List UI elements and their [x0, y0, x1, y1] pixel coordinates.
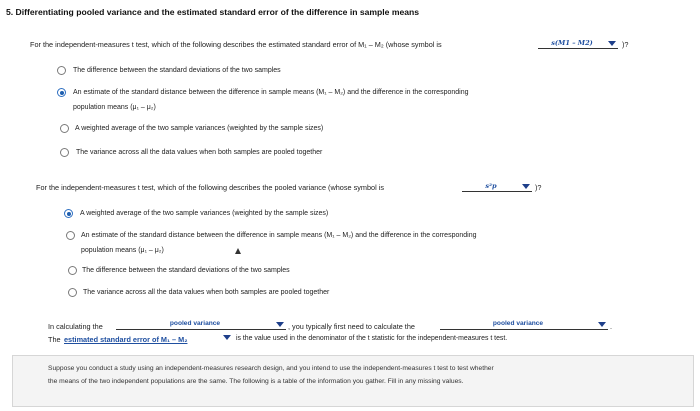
q2-option-3-radio[interactable] [68, 266, 77, 275]
fill-dropdown-2[interactable] [440, 321, 608, 330]
chevron-down-icon [522, 184, 530, 189]
q1-option-4-radio[interactable] [60, 148, 69, 157]
q1-option-2-radio[interactable] [57, 88, 66, 97]
chevron-down-icon [608, 41, 616, 46]
q1-option-3-label: A weighted average of the two sample variances (weighted by the sample sizes) [75, 125, 324, 132]
scenario-panel [12, 355, 694, 407]
q1-option-3-radio[interactable] [60, 124, 69, 133]
q2-option-3-label: The difference between the standard deviations of the two samples [82, 267, 290, 274]
scenario-line-2: the means of the two independent populations are the same. The following is a table of the information you gather. Fill in any missing values. [48, 378, 464, 385]
mouse-cursor-icon [235, 248, 241, 254]
fill-line1-end: . [610, 322, 613, 331]
q2-option-1-radio[interactable] [64, 209, 73, 218]
q2-close: )? [535, 183, 542, 192]
q2-option-1-label: A weighted average of the two sample variances (weighted by the sample sizes) [80, 210, 329, 217]
fill-line2-end: is the value used in the denominator of the t statistic for the independent-measures t test. [236, 335, 508, 342]
q2-symbol-value: s²p [485, 182, 497, 190]
fill-term-link[interactable]: estimated standard error of M₁ – M₂ [64, 335, 188, 344]
q2-option-4-radio[interactable] [68, 288, 77, 297]
fill-line1-start: In calculating the [48, 322, 103, 331]
fill-line1-middle: , you typically first need to calculate the [288, 322, 415, 331]
q2-symbol-dropdown[interactable] [462, 183, 532, 192]
question-title: 5. Differentiating pooled variance and the estimated standard error of the difference in sample means [6, 7, 420, 17]
fill-dropdown-2-value: pooled variance [492, 320, 544, 327]
q1-symbol-value: s(M1 – M2) [551, 39, 593, 47]
fill-line2-start: The [48, 335, 61, 344]
q1-option-4-label: The variance across all the data values when both samples are pooled together [76, 149, 323, 156]
q1-option-1-radio[interactable] [57, 66, 66, 75]
q2-option-2-label: An estimate of the standard distance between the difference in sample means (M₁ – M₂) and the difference in the corresponding [81, 232, 477, 239]
q2-option-2-label-cont: population means (μ₁ – μ₂) [81, 247, 164, 254]
chevron-down-icon [223, 335, 231, 340]
scenario-line-1: Suppose you conduct a study using an independent-measures research design, and you intend to use the independent-measures t test to test whether [48, 365, 494, 372]
chevron-down-icon [276, 322, 284, 327]
q2-option-2-radio[interactable] [66, 231, 75, 240]
chevron-down-icon [598, 322, 606, 327]
q1-option-2-label-cont: population means (μ₁ – μ₂) [73, 104, 156, 111]
q1-option-1-label: The difference between the standard deviations of the two samples [73, 67, 281, 74]
q2-option-4-label: The variance across all the data values when both samples are pooled together [83, 289, 330, 296]
fill-dropdown-1-value: pooled variance [169, 320, 221, 327]
q1-option-2-label: An estimate of the standard distance between the difference in sample means (M₁ – M₂) and the difference in the corresponding [73, 89, 469, 96]
q1-prompt: For the independent-measures t test, which of the following describes the estimated standard error of M₁ – M₂ (whose symbol is [30, 40, 442, 49]
q1-close: )? [622, 40, 629, 49]
q2-prompt: For the independent-measures t test, which of the following describes the pooled variance (whose symbol is [36, 183, 385, 192]
fill-dropdown-1[interactable] [116, 321, 286, 330]
fill-term-dropdown[interactable] [221, 334, 233, 343]
q1-symbol-dropdown[interactable] [538, 40, 618, 49]
